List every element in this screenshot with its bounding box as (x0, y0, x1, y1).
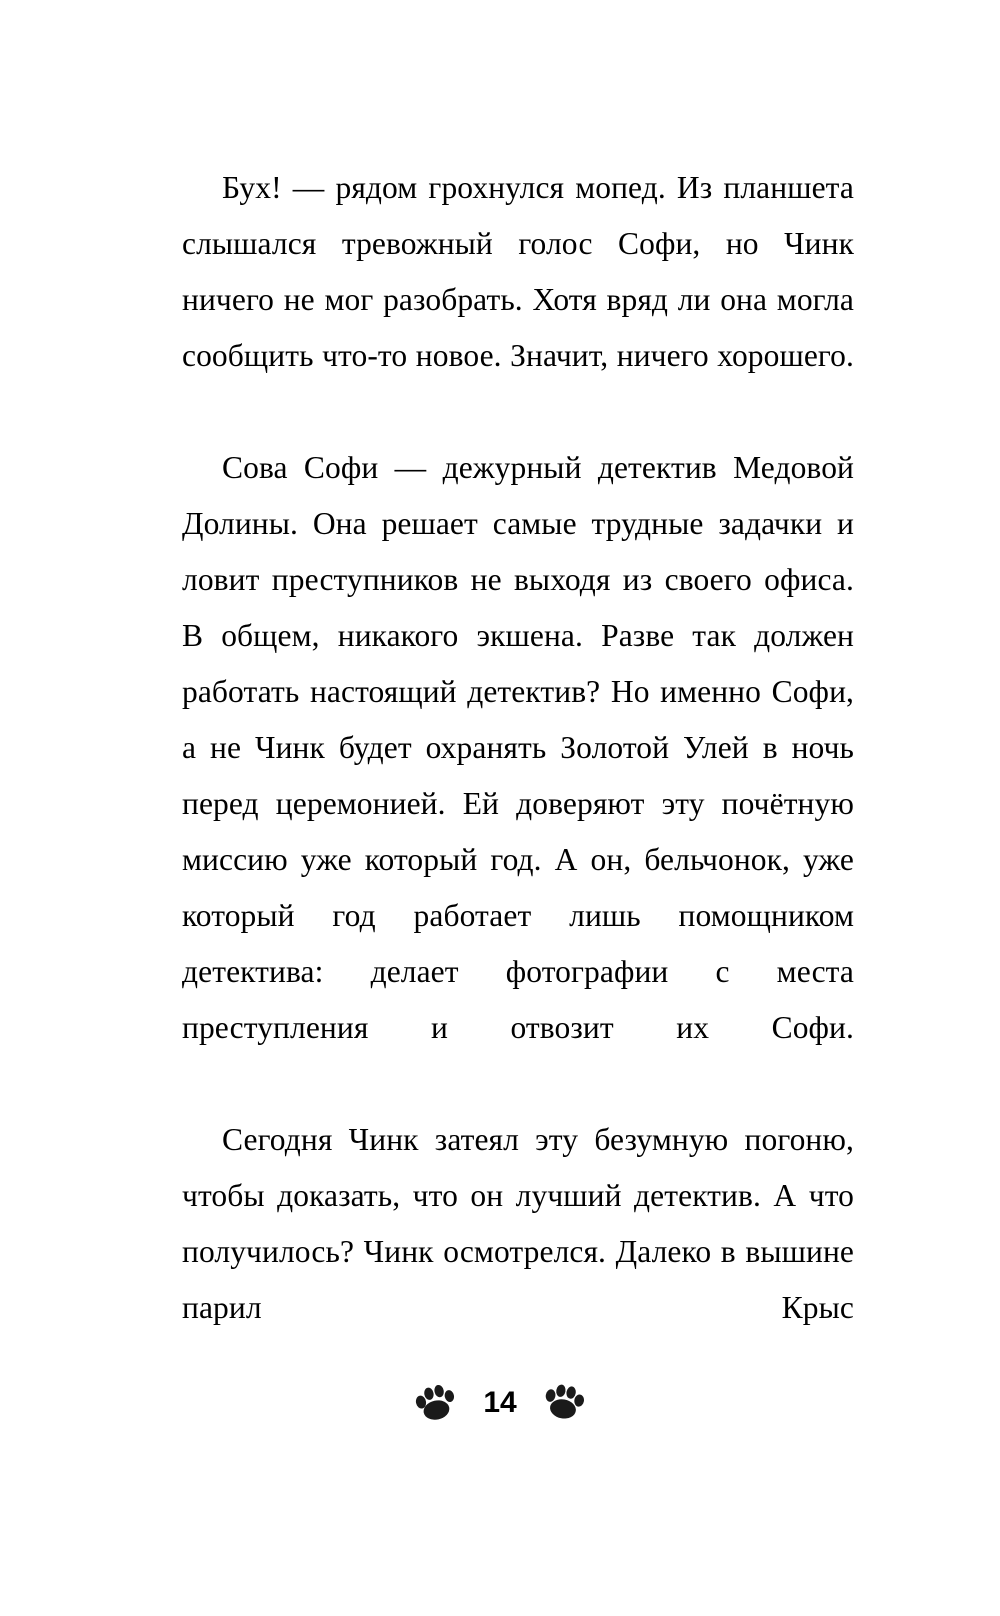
page-footer (0, 1368, 1000, 1438)
paw-print-icon (540, 1382, 588, 1425)
paragraph: Сегодня Чинк затеял эту безумную погоню, чтобы доказать, что он лучший детектив. А что получилось? Чинк осмотрелся. Далеко в вышине парил Крыс (182, 1122, 854, 1325)
page-text-body (182, 160, 854, 1392)
paragraph: Сова Софи — дежурный детектив Медовой Долины. Она решает самые трудные задачки и ловит преступников не выходя из своего офиса. В общем, никакого экшена. Разве так должен работать настоящий детектив? Но именно Софи, а не Чинк будет охранять Золотой Улей в ночь перед церемонией. Ей доверяют эту почётную миссию уже который год. А он, бельчонок, уже который год работает лишь помощником детектива: делает фотографии с места преступления и отвозит их Софи. (182, 450, 854, 1045)
page-number: 14 (483, 1386, 517, 1419)
paragraph: Бух! — рядом грохнулся мопед. Из планшета слышался тревожный голос Софи, но Чинк ничего не мог разобрать. Хотя вряд ли она могла сообщить что-то новое. Значит, ничего хорошего. (182, 170, 854, 373)
page-bottom-edge (0, 1596, 1000, 1616)
paw-print-icon (412, 1381, 461, 1425)
